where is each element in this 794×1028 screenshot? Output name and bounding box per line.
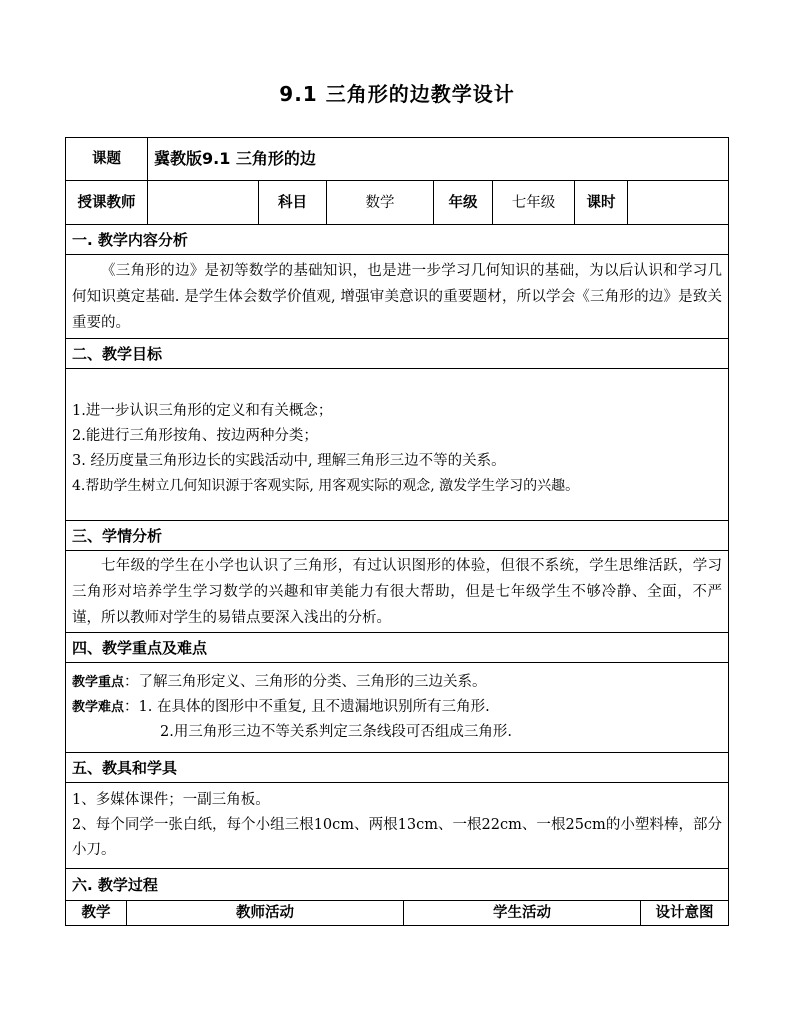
page-title: 9.1 三角形的边教学设计 xyxy=(279,82,515,106)
topic-value xyxy=(148,138,729,181)
objective-item: 2.能进行三角形按角、按边两种分类； xyxy=(72,428,318,444)
tools-heading-row xyxy=(66,753,729,783)
period-label: 课时 xyxy=(575,181,628,224)
grade-label: 年级 xyxy=(434,181,493,225)
difficulty-text-1: ：1. 在具体的图形中不重复, 且不遗漏地识别所有三角形. xyxy=(124,699,490,715)
focus-label: 教学重点 xyxy=(72,675,125,690)
subject-label: 科目 xyxy=(259,181,327,225)
difficulty-label: 教学难点 xyxy=(72,700,125,715)
process-col-teacher: 教师活动 xyxy=(127,901,404,925)
objective-item: 1.进一步认识三角形的定义和有关概念； xyxy=(72,403,333,419)
process-heading: 六. 教学过程 xyxy=(66,869,729,901)
period-cell xyxy=(575,181,729,225)
objective-item: 4.帮助学生树立几何知识源于客观实际, 用客观实际的观念, 激发学生学习的兴趣。 xyxy=(72,478,580,494)
subject-value: 数学 xyxy=(327,181,434,225)
process-col-stage: 教学 xyxy=(66,901,127,925)
process-col-intent: 设计意图 xyxy=(655,905,714,921)
key-points-body-row xyxy=(66,663,729,753)
content-analysis-heading: 一. 教学内容分析 xyxy=(66,225,729,255)
objectives-heading-row xyxy=(66,339,729,369)
key-points-body xyxy=(66,663,729,753)
content-analysis-heading-row xyxy=(66,225,729,255)
process-columns xyxy=(66,901,729,926)
key-points-heading: 四、教学重点及难点 xyxy=(66,633,729,663)
difficulty-line xyxy=(72,695,722,720)
tool-item: 1、多媒体课件；一副三角板。 xyxy=(72,792,270,808)
topic-label: 课题 xyxy=(66,138,148,181)
process-columns-row xyxy=(66,901,729,926)
period-value xyxy=(628,181,728,224)
focus-line xyxy=(72,670,722,695)
teacher-value xyxy=(148,181,259,225)
learner-analysis-body-row xyxy=(66,551,729,633)
content-analysis-text: 《三角形的边》是初等数学的基础知识，也是进一步学习几何知识的基础，为以后认识和学习几何知识奠定基础. 是学生体会数学价值观, 增强审美意识的重要题材，所以学会《三角形的边》是致关重要的。 xyxy=(72,262,723,331)
tools-body-row xyxy=(66,783,729,869)
process-heading-row xyxy=(66,869,729,901)
grade-value: 七年级 xyxy=(493,181,575,225)
objective-item: 3. 经历度量三角形边长的实践活动中, 理解三角形三边不等的关系。 xyxy=(72,453,506,469)
topic-row xyxy=(66,138,729,181)
learner-analysis-heading-row xyxy=(66,521,729,551)
difficulty-text-2: 2.用三角形三边不等关系判定三条线段可否组成三角形. xyxy=(160,724,512,740)
process-col-student: 学生活动 xyxy=(404,901,641,925)
objectives-body-row xyxy=(66,369,729,521)
teacher-label: 授课教师 xyxy=(66,181,148,225)
learner-analysis-heading: 三、学情分析 xyxy=(66,521,729,551)
content-analysis-body-row xyxy=(66,255,729,339)
content-analysis-body xyxy=(66,255,729,339)
objectives-body xyxy=(66,369,729,521)
topic-value-text: 冀教版9.1 三角形的边 xyxy=(154,148,316,168)
info-row xyxy=(66,181,729,225)
tools-body xyxy=(66,783,729,869)
tool-item: 2、每个同学一张白纸，每个小组三根10cm、两根13cm、一根22cm、一根25cm的小塑料棒，部分小刀。 xyxy=(72,817,723,858)
focus-text: ：了解三角形定义、三角形的分类、三角形的三边关系。 xyxy=(124,674,487,690)
learner-analysis-body xyxy=(66,551,729,633)
learner-analysis-text: 七年级的学生在小学也认识了三角形，有过认识图形的体验，但很不系统，学生思维活跃，学习三角形对培养学生学习数学的兴趣和审美能力有很大帮助，但是七年级学生不够冷静、全面，不严谨，所以教师对学生的易错点要深入浅出的分析。 xyxy=(72,557,723,626)
objectives-heading: 二、教学目标 xyxy=(66,339,729,369)
tools-heading: 五、教具和学具 xyxy=(66,753,729,783)
lesson-plan-table xyxy=(65,137,729,926)
key-points-heading-row xyxy=(66,633,729,663)
